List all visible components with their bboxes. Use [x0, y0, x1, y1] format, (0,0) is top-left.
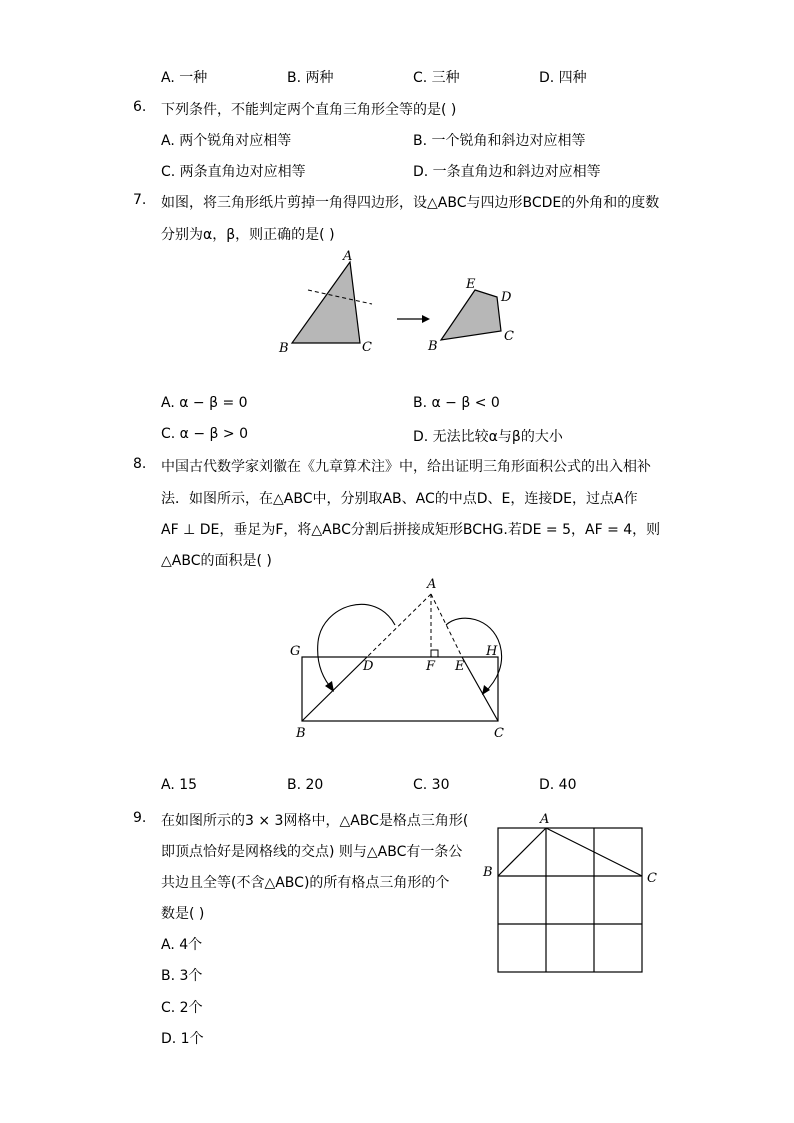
- q7-number: 7.: [133, 192, 147, 208]
- q9-label-b: B: [483, 865, 493, 880]
- q7-option-a: A. α − β = 0: [161, 395, 248, 411]
- q8-label-e: E: [455, 659, 465, 674]
- q7-label-c: C: [362, 340, 372, 355]
- q8-label-c: C: [494, 726, 504, 741]
- q9-option-b: B. 3个: [161, 968, 203, 984]
- q7-label-d: D: [501, 290, 512, 305]
- q7-label-a: A: [343, 249, 353, 264]
- q7-option-b: B. α − β < 0: [413, 395, 500, 411]
- q5-option-d: D. 四种: [539, 70, 587, 86]
- q6-option-d: D. 一条直角边和斜边对应相等: [413, 164, 601, 180]
- q8-stem-line1: 中国古代数学家刘徽在《九章算术注》中，给出证明三角形面积公式的出入相补: [161, 459, 651, 475]
- q6-number: 6.: [133, 99, 147, 115]
- q9-option-c: C. 2个: [161, 1000, 203, 1016]
- q6-option-a: A. 两个锐角对应相等: [161, 133, 292, 149]
- q8-stem-line4: △ABC的面积是( ): [161, 553, 272, 569]
- q9-stem-line3: 共边且全等(不含△ABC)的所有格点三角形的个: [161, 875, 450, 891]
- q5-option-b: B. 两种: [287, 70, 334, 86]
- q9-option-d: D. 1个: [161, 1031, 204, 1047]
- q8-stem-line2: 法．如图所示，在△ABC中，分别取AB、AC的中点D、E，连接DE，过点A作: [161, 491, 638, 507]
- q9-grid: [498, 828, 642, 972]
- q7-label-b: B: [279, 341, 289, 356]
- q8-option-c: C. 30: [413, 777, 450, 793]
- q9-stem-line4: 数是( ): [161, 906, 205, 922]
- q7-option-c: C. α − β > 0: [161, 426, 249, 442]
- q9-option-a: A. 4个: [161, 937, 203, 953]
- q8-label-f: F: [426, 659, 436, 674]
- q7-stem-line1: 如图，将三角形纸片剪掉一角得四边形，设△ABC与四边形BCDE的外角和的度数: [161, 195, 660, 211]
- q6-stem: 下列条件，不能判定两个直角三角形全等的是( ): [161, 102, 457, 118]
- q8-label-g: G: [290, 644, 301, 659]
- q7-label-c2: C: [504, 329, 514, 344]
- q9-stem-line1: 在如图所示的3 × 3网格中，△ABC是格点三角形(: [161, 813, 469, 829]
- q6-option-b: B. 一个锐角和斜边对应相等: [413, 133, 586, 149]
- q5-option-c: C. 三种: [413, 70, 460, 86]
- q7-stem-line2: 分别为α，β，则正确的是( ): [161, 227, 335, 243]
- q7-option-d: D. 无法比较α与β的大小: [413, 429, 563, 445]
- q9-side-ab: [498, 828, 546, 876]
- q5-option-a: A. 一种: [161, 70, 208, 86]
- q8-label-b: B: [296, 726, 306, 741]
- q8-option-b: B. 20: [287, 777, 324, 793]
- q8-label-a: A: [427, 577, 437, 592]
- q9-number: 9.: [133, 810, 147, 826]
- q9-stem-line2: 即顶点恰好是网格线的交点) 则与△ABC有一条公: [161, 844, 463, 860]
- q6-option-c: C. 两条直角边对应相等: [161, 164, 306, 180]
- q8-label-h: H: [486, 644, 498, 659]
- q8-option-d: D. 40: [539, 777, 577, 793]
- q7-label-e: E: [466, 277, 476, 292]
- q8-number: 8.: [133, 456, 147, 472]
- q9-label-c: C: [647, 871, 657, 886]
- q8-label-d: D: [363, 659, 374, 674]
- q8-option-a: A. 15: [161, 777, 198, 793]
- q9-label-a: A: [540, 812, 550, 827]
- q7-label-b2: B: [428, 339, 438, 354]
- q8-stem-line3: AF ⊥ DE，垂足为F，将△ABC分割后拼接成矩形BCHG.若DE = 5，AF = 4，则: [161, 522, 661, 538]
